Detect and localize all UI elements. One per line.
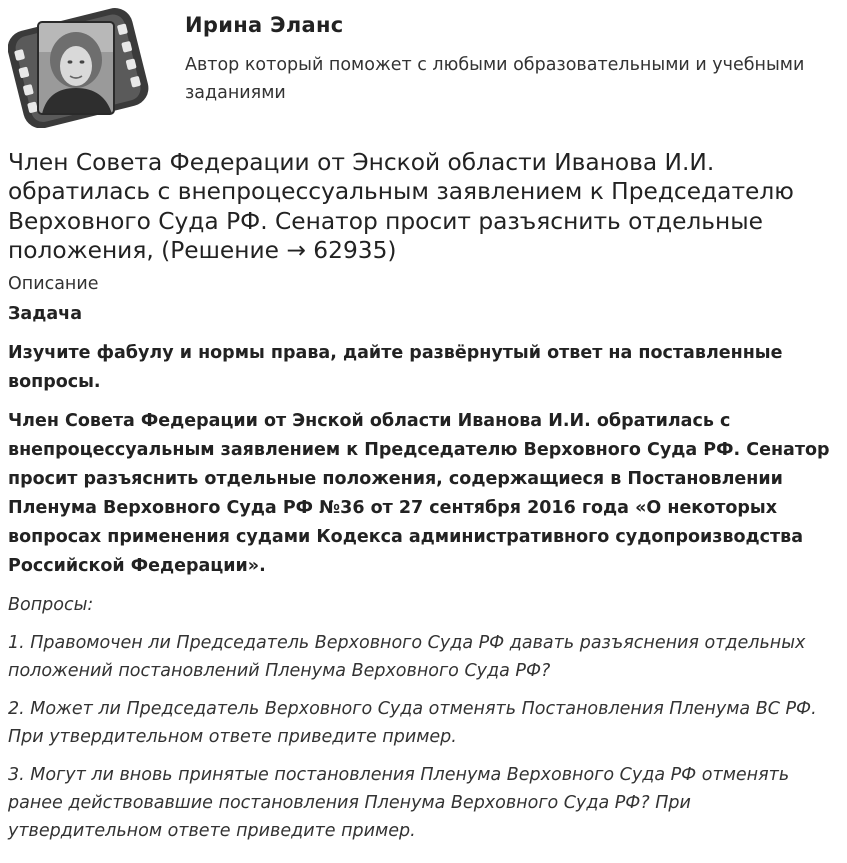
author-avatar[interactable] — [8, 8, 150, 128]
author-card — [0, 0, 847, 140]
question-item: 2. Может ли Председатель Верховного Суда отменять Постановления Пленума ВС РФ. При утвердительном ответе приведите пример. — [8, 699, 817, 748]
author-name[interactable]: Ирина Эланс — [185, 13, 344, 37]
description-label: Описание — [8, 274, 99, 295]
questions-label: Вопросы: — [8, 595, 94, 616]
task-label: Задача — [8, 304, 83, 325]
case-text-paragraph: Член Совета Федерации от Энской области Иванова И.И. обратилась с внепроцессуальным заявлением к Председателю Верховного Суда РФ. Сенатор просит разъяснить отдельные положения, содержащиеся в Постановлении Пленума Верховного Суда РФ №36 от 27 сентября 2016 года «О некоторых вопросах применения судами Кодекса административного судопроизводства Российской Федерации». — [8, 411, 830, 577]
author-description: Автор который поможет с любыми образовательными и учебными заданиями — [185, 55, 805, 103]
film-frame-avatar-image — [8, 8, 150, 128]
question-item: 1. Правомочен ли Председатель Верховного Суда РФ давать разъяснения отдельных положений постановлений Пленума Верховного Суда РФ? — [8, 633, 806, 682]
document-content — [8, 148, 833, 845]
question-item: 3. Могут ли вновь принятые постановления Пленума Верховного Суда РФ отменять ранее действовавшие постановления Пленума Верховного Суда РФ? При утвердительном ответе приведите пример. — [8, 765, 790, 842]
instruction-paragraph: Изучите фабулу и нормы права, дайте развёрнутый ответ на поставленные вопросы. — [8, 343, 783, 393]
page-title: Член Совета Федерации от Энской области Иванова И.И. обратилась с внепроцессуальным заявлением к Председателю Верховного Суда РФ. Сенатор просит разъяснить отдельные положения, (Решение → 62935) — [8, 149, 794, 264]
